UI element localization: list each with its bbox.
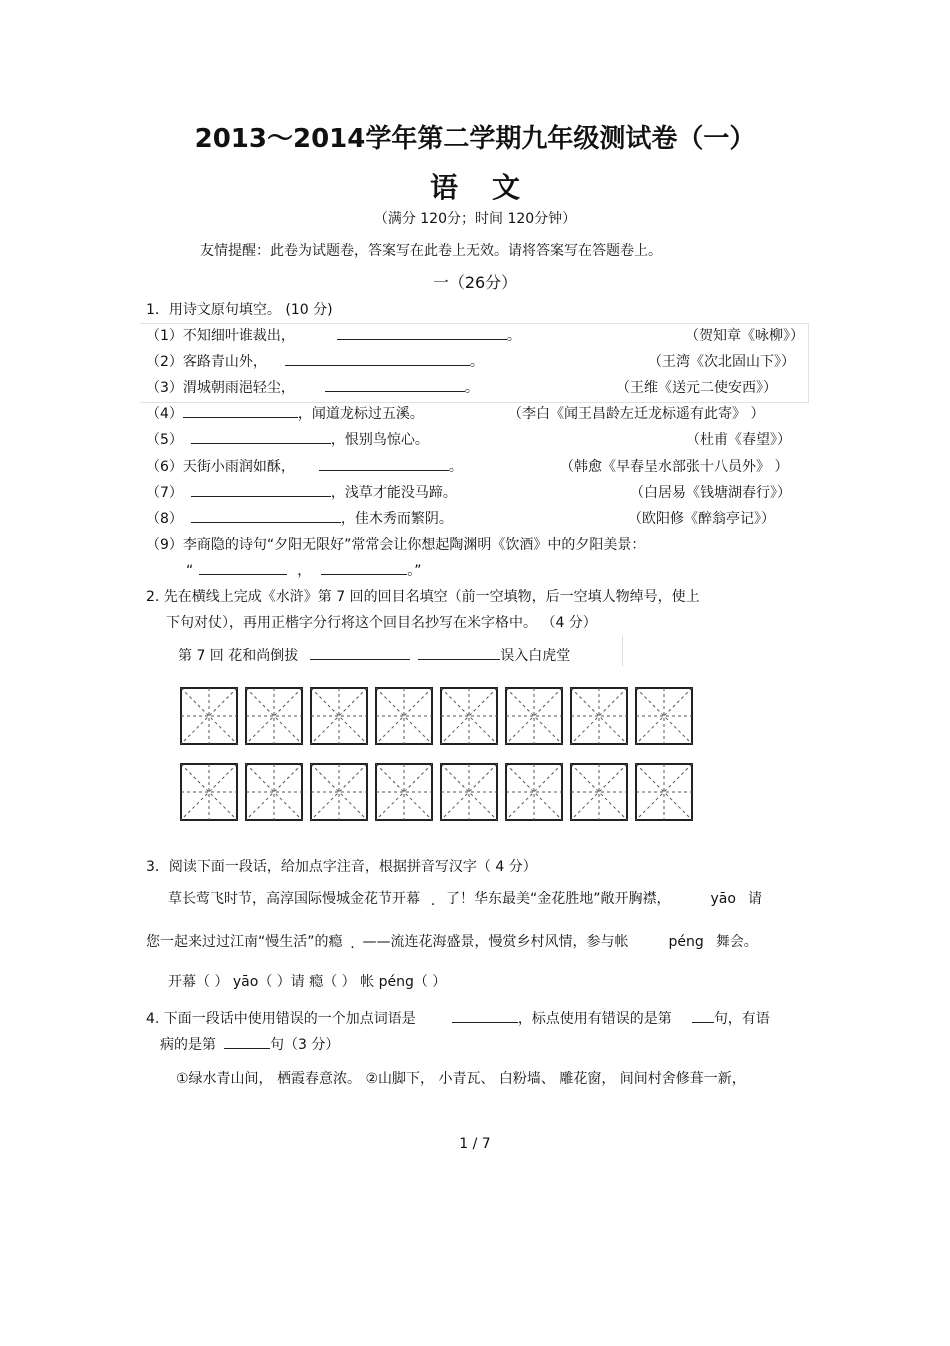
answer-blank[interactable] [224, 1034, 270, 1049]
q1-source: （李白《闻王昌龄左迁龙标遥有此寄》 ） [508, 406, 765, 422]
answer-blank[interactable] [337, 325, 507, 340]
answer-blank[interactable] [692, 1008, 714, 1023]
section-heading: 一（26分） [432, 273, 518, 292]
mizige-cell[interactable] [570, 763, 628, 821]
answer-blank[interactable] [285, 351, 470, 366]
mizige-cell[interactable] [180, 687, 238, 745]
q1-item: （2）客路青山外， 。 [146, 351, 484, 371]
mizige-cell[interactable] [245, 763, 303, 821]
q1-item: （5） ，恨别鸟惊心。 [146, 429, 429, 449]
q3-para1: 草长莺飞时节，高淳国际慢城金花节开幕 了！华东最美“金花胜地”敞开胸襟， yāo 请 [168, 891, 762, 907]
q3-answers[interactable]: 开幕（ ） yāo（ ）请 瘾（ ） 帐 péng（ ） [168, 974, 447, 990]
mizige-cell[interactable] [505, 687, 563, 745]
mizige-row-2 [180, 763, 693, 821]
q2-huimu: 第 7 回 花和尚倒拔 误入白虎堂 [178, 645, 570, 665]
q4-line2: 病的是第 句（3 分） [160, 1034, 339, 1054]
answer-blank[interactable] [452, 1008, 518, 1023]
q3-prompt: 3．阅读下面一段话，给加点字注音，根据拼音写汉字（ 4 分） [146, 859, 537, 875]
mizige-cell[interactable] [505, 763, 563, 821]
mizige-cell[interactable] [635, 687, 693, 745]
mizige-row-1 [180, 687, 693, 745]
q4-line1: 4. 下面一段话中使用错误的一个加点词语是 ，标点使用有错误的是第 句，有语 [146, 1008, 770, 1028]
q1-source: （王湾《次北固山下》） [648, 354, 795, 370]
divider [622, 636, 623, 666]
q1-source: （欧阳修《醉翁亭记》） [628, 511, 775, 527]
q1-item: （8） ，佳木秀而繁阴。 [146, 508, 453, 528]
reminder-text: 友情提醒：此卷为试题卷，答案写在此卷上无效。请将答案写在答题卷上。 [200, 243, 662, 259]
answer-blank[interactable] [199, 560, 287, 575]
answer-blank[interactable] [183, 403, 298, 418]
mizige-cell[interactable] [375, 687, 433, 745]
mizige-cell[interactable] [440, 687, 498, 745]
answer-blank[interactable] [310, 645, 410, 660]
q3-para2: 您一起来过过江南“慢生活”的瘾 ——流连花海盛景，慢赏乡村风情，参与帐 péng 舞会。 [146, 934, 758, 950]
mizige-cell[interactable] [440, 763, 498, 821]
q1-source: （王维《送元二使安西》） [616, 380, 777, 396]
answer-blank[interactable] [319, 456, 449, 471]
mizige-cell[interactable] [375, 763, 433, 821]
q1-item: （1）不知细叶谁裁出， 。 [146, 325, 521, 345]
q1-item-9: （9）李商隐的诗句“夕阳无限好”常常会让你想起陶渊明《饮酒》中的夕阳美景： [146, 537, 646, 553]
q2-line2: 下句对仗），再用正楷字分行将这个回目名抄写在米字格中。 （4 分） [166, 615, 597, 631]
page-title: 2013～2014学年第二学期九年级测试卷（一） [194, 124, 756, 154]
q1-source: （白居易《钱塘湖春行》） [630, 485, 791, 501]
q2-line1: 2. 先在横线上完成《水浒》第 7 回的回目名填空（前一空填物，后一空填人物绰号，使上 [146, 589, 700, 605]
answer-blank[interactable] [325, 377, 465, 392]
q4-line3: ①绿水青山间， 栖霞春意浓。 ②山脚下， 小青瓦、 白粉墙、 雕花窗， 间间村舍修葺一新， [176, 1071, 746, 1087]
answer-blank[interactable] [191, 482, 331, 497]
page-number: 1 / 7 [459, 1136, 491, 1152]
answer-blank[interactable] [191, 508, 341, 523]
q1-item: （4） ，闻道龙标过五溪。 [146, 403, 424, 423]
answer-blank[interactable] [418, 645, 500, 660]
mizige-cell[interactable] [245, 687, 303, 745]
answer-blank[interactable] [321, 560, 407, 575]
mizige-cell[interactable] [310, 763, 368, 821]
mizige-cell[interactable] [570, 687, 628, 745]
mizige-cell[interactable] [635, 763, 693, 821]
q1-source: （杜甫《春望》） [686, 432, 791, 448]
q1-item: （7） ，浅草才能没马蹄。 [146, 482, 457, 502]
q1-source: （韩愈《早春呈水部张十八员外》 ） [560, 459, 789, 475]
q1-item: （6）天街小雨润如酥， 。 [146, 456, 463, 476]
answer-blank[interactable] [191, 429, 331, 444]
q1-item-9-blanks: “ ， 。” [186, 560, 422, 580]
exam-meta: （满分 120分；时间 120分钟） [373, 211, 577, 227]
mizige-cell[interactable] [310, 687, 368, 745]
subject-title: 语文 [429, 171, 554, 204]
mizige-cell[interactable] [180, 763, 238, 821]
q1-prompt: 1．用诗文原句填空。 (10 分) [146, 302, 333, 318]
q1-item: （3）渭城朝雨浥轻尘， 。 [146, 377, 479, 397]
q1-source: （贺知章《咏柳》） [685, 328, 804, 344]
